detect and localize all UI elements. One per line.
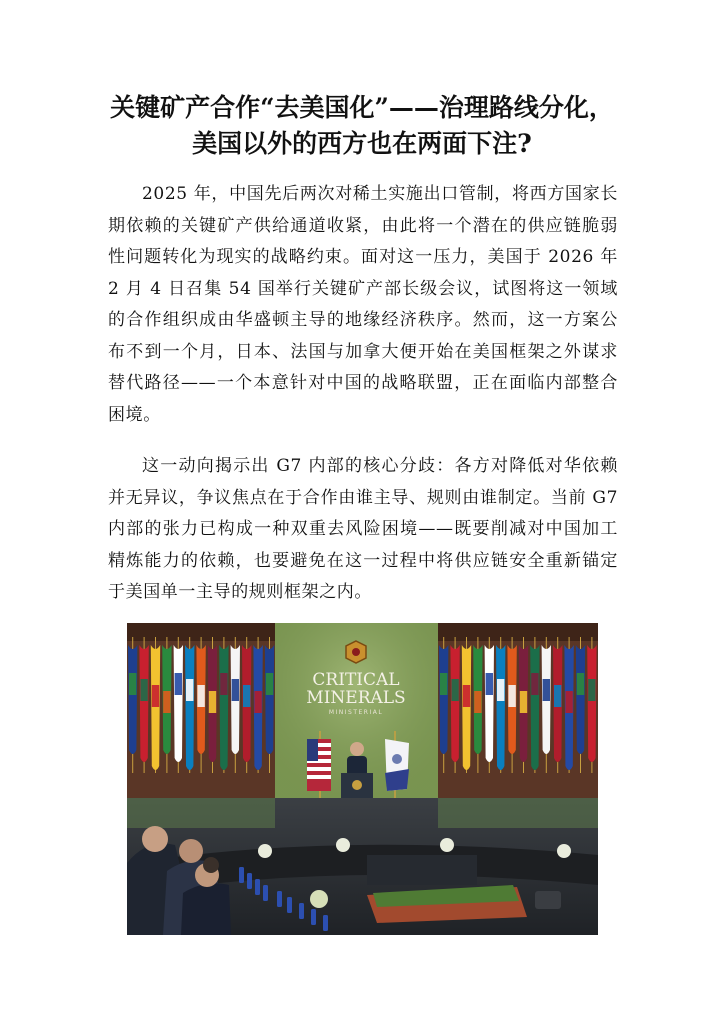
banner-text-critical: CRITICAL [312, 670, 400, 690]
camera [535, 891, 561, 909]
article-paragraph-2: 这一动向揭示出 G7 内部的核心分歧：各方对降低对华依赖并无异议，争议焦点在于合作由谁主导、规则由谁制定。当前 G7 内部的张力已构成一种双重去风险困境——既要削减对中国加工精炼能力的依赖，也要避免在这一过程中将供应链安全重新锚定于美国单一主导的规则框架之内。 [108, 456, 618, 602]
article-paragraph-1: 2025 年，中国先后两次对稀土实施出口管制，将西方国家长期依赖的关键矿产供给通道收紧，由此将一个潜在的供应链脆弱性问题转化为现实的战略约束。面对这一压力，美国于 2026 年 2 月 4 日召集 54 国举行关键矿产部长级会议，试图将这一领域的合作组织成由华盛顿主导的地缘经济秩序。然而，这一方案公布不到一个月，日本、法国与加拿大便开始在美国框架之外谋求替代路径——一个本意针对中国的战略联盟，正在面临内部整合困境。 [108, 184, 618, 425]
banner-text-minerals: MINERALS [306, 688, 406, 708]
conference-photo [127, 623, 598, 935]
banner-text-ministerial: MINISTERIAL [328, 709, 384, 716]
article-title: 关键矿产合作“去美国化”——治理路线分化，美国以外的西方也在两面下注? [110, 93, 614, 158]
